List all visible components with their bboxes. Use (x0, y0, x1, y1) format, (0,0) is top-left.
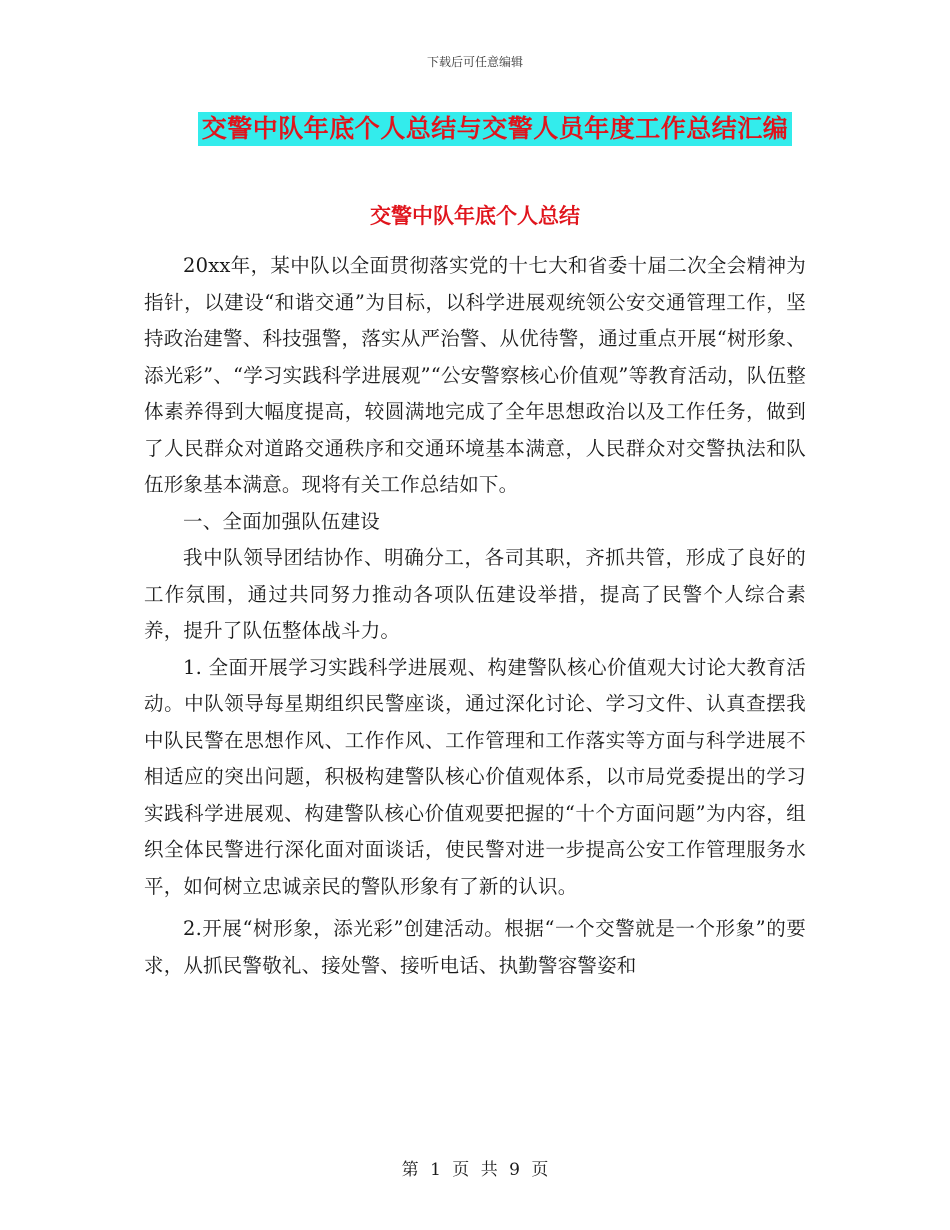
paragraph-team-building: 我中队领导团结协作、明确分工，各司其职，齐抓共管，形成了良好的工作氛围，通过共同努力推动各项队伍建设举措，提高了民警个人综合素养，提升了队伍整体战斗力。 (144, 546, 806, 642)
paragraph-item-2: 2.开展“树形象，添光彩”创建活动。根据“一个交警就是一个形象”的要求，从抓民警敬礼、接处警、接听电话、执勤警容警姿和 (144, 917, 806, 977)
paragraph-intro: 20xx年，某中队以全面贯彻落实党的十七大和省委十届二次全会精神为指针，以建设“和谐交通”为目标，以科学进展观统领公安交通管理工作，坚持政治建警、科技强警，落实从严治警、从优待警，通过重点开展“树形象、添光彩”、“学习实践科学进展观”“公安警察核心价值观”等教育活动，队伍整体素养得到大幅度提高，较圆满地完成了全年思想政治以及工作任务，做到了人民群众对道路交通秩序和交通环境基本满意，人民群众对交警执法和队伍形象基本满意。现将有关工作总结如下。 (144, 254, 806, 496)
main-title-container (0, 112, 950, 146)
main-title: 交警中队年底个人总结与交警人员年度工作总结汇编 (198, 112, 793, 146)
document-body (144, 248, 806, 984)
header-note: 下载后可任意编辑 (426, 55, 523, 69)
section-title: 交警中队年底个人总结 (370, 203, 580, 228)
paragraph-heading-1: 一、全面加强队伍建设 (183, 509, 381, 533)
page-footer: 第 1 页 共 9 页 (401, 1160, 549, 1180)
paragraph-item-1: 1. 全面开展学习实践科学进展观、构建警队核心价值观大讨论大教育活动。中队领导每星期组织民警座谈，通过深化讨论、学习文件、认真查摆我中队民警在思想作风、工作作风、工作管理和工作落实等方面与科学进展不相适应的突出问题，积极构建警队核心价值观体系，以市局党委提出的学习实践科学进展观、构建警队核心价值观要把握的“十个方面问题”为内容，组织全体民警进行深化面对面谈话，使民警对进一步提高公安工作管理服务水平，如何树立忠诚亲民的警队形象有了新的认识。 (144, 655, 806, 898)
